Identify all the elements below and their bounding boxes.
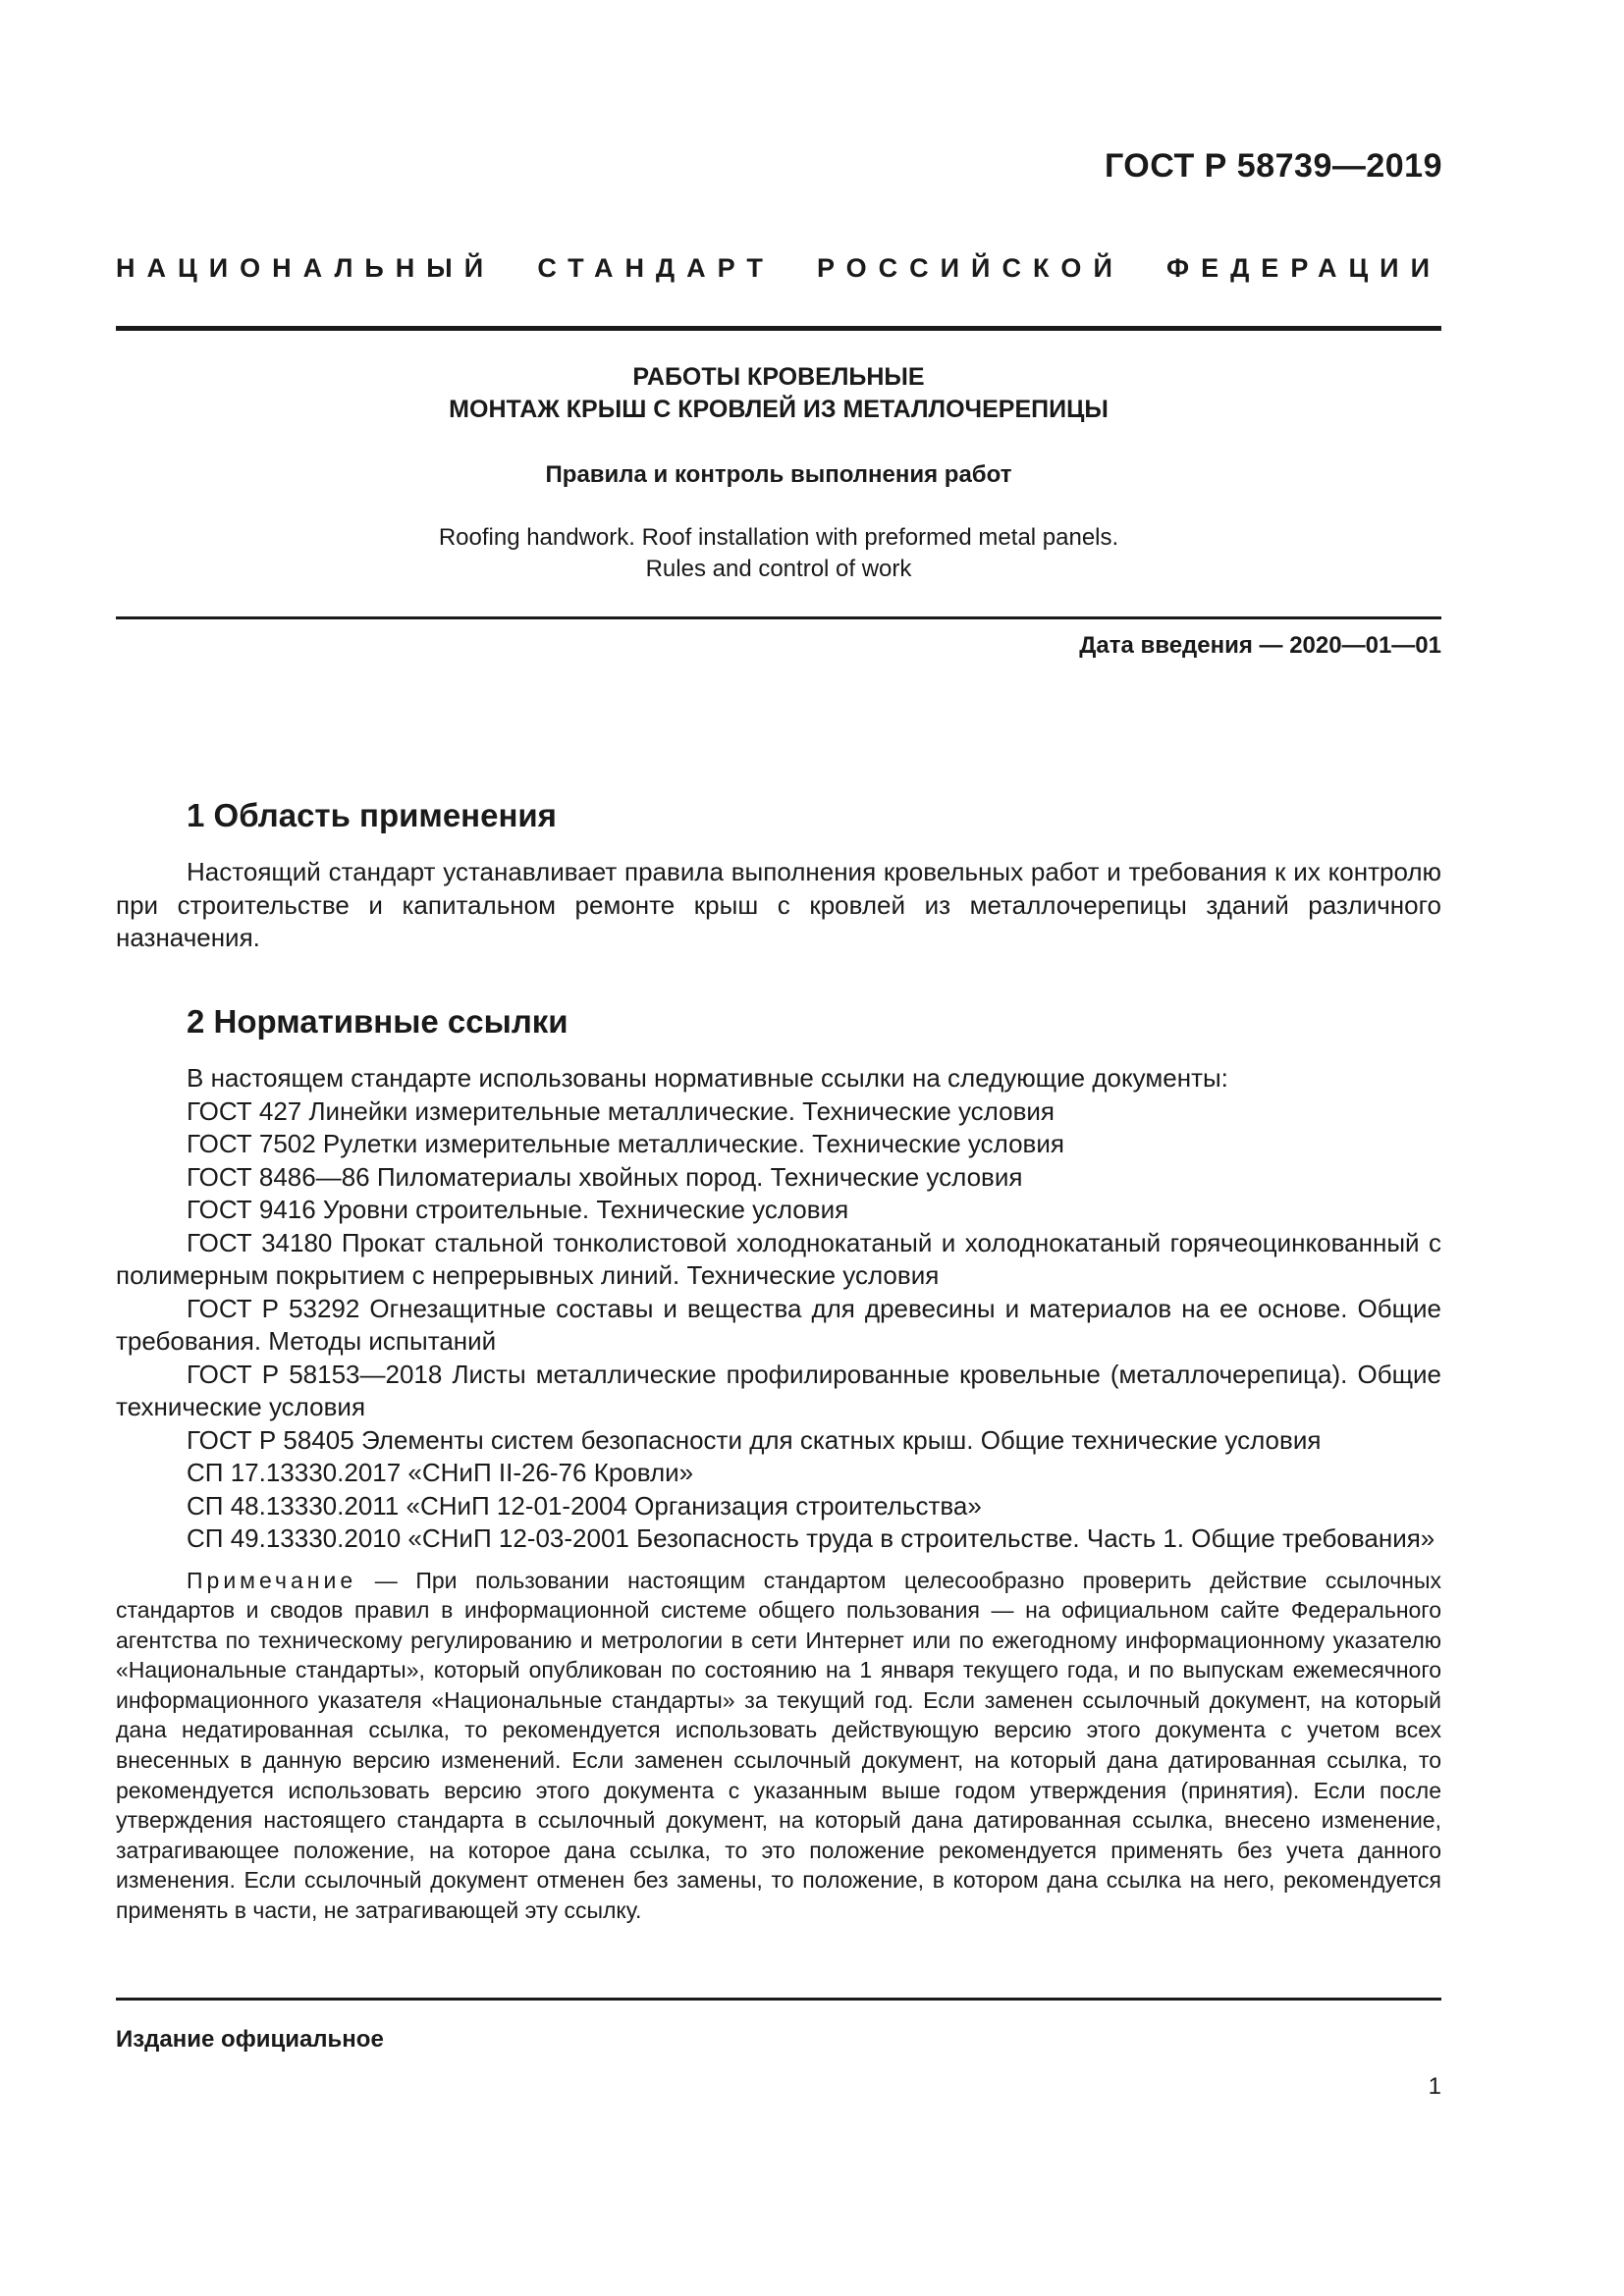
national-standard-caption: НАЦИОНАЛЬНЫЙ СТАНДАРТ РОССИЙСКОЙ ФЕДЕРАЦИИ: [116, 253, 1441, 283]
footer-divider: [116, 1998, 1441, 2001]
reference-item: ГОСТ Р 58405 Элементы систем безопасности для скатных крыш. Общие технические условия: [187, 1424, 1322, 1455]
reference-list: [116, 1095, 1441, 1556]
section-1-heading: 1 Область применения: [187, 797, 557, 833]
document-code: ГОСТ Р 58739—2019: [1104, 147, 1442, 185]
reference-item: ГОСТ 9416 Уровни строительные. Технические условия: [187, 1195, 849, 1224]
note-label: Примечание: [187, 1567, 357, 1593]
reference-item: ГОСТ 7502 Рулетки измерительные металлические. Технические условия: [187, 1129, 1064, 1158]
reference-item: ГОСТ Р 53292 Огнезащитные составы и вещества для древесины и материалов на ее основе. Общие требования. Методы испытаний: [116, 1293, 1441, 1356]
reference-item: СП 17.13330.2017 «СНиП II-26-76 Кровли»: [187, 1458, 694, 1487]
reference-item: ГОСТ Р 58153—2018 Листы металлические профилированные кровельные (металлочерепица). Общие технические условия: [116, 1359, 1441, 1421]
reference-item: СП 49.13330.2010 «СНиП 12-03-2001 Безопасность труда в строительстве. Часть 1. Общие требования»: [187, 1523, 1435, 1553]
title-divider: [116, 616, 1441, 619]
reference-item: ГОСТ 427 Линейки измерительные металлические. Технические условия: [187, 1095, 1055, 1126]
title-line-2: МОНТАЖ КРЫШ С КРОВЛЕЙ ИЗ МЕТАЛЛОЧЕРЕПИЦЫ: [449, 396, 1109, 423]
introduction-date: Дата введения — 2020—01—01: [1079, 632, 1441, 659]
section-1-text: Настоящий стандарт устанавливает правила выполнения кровельных работ и требования к их контролю при строительстве и капитальном ремонте крыш с кровлей из металлочерепицы зданий различного назначения.: [116, 857, 1441, 952]
section-2-intro: В настоящем стандарте использованы нормативные ссылки на следующие документы:: [187, 1063, 1228, 1093]
references-note: [116, 1566, 1441, 1926]
reference-item: ГОСТ 8486—86 Пиломатериалы хвойных пород. Технические условия: [187, 1161, 1023, 1192]
reference-item: СП 48.13330.2011 «СНиП 12-01-2004 Организация строительства»: [187, 1490, 982, 1521]
document-title: [116, 361, 1441, 426]
section-scope: [116, 797, 1441, 955]
english-title-line-2: Rules and control of work: [645, 556, 912, 582]
document-subtitle: Правила и контроль выполнения работ: [545, 461, 1012, 488]
english-title: [116, 522, 1441, 585]
english-title-line-1: Roofing handwork. Roof installation with preformed metal panels.: [438, 524, 1119, 551]
section-references: [116, 1003, 1441, 1926]
note-text: — При пользовании настоящим стандартом целесообразно проверить действие ссылочных стандартов и сводов правил в информационной системе общего пользования — на официальном сайте Федерального агентства по техническому регулированию и метрологии в сети Интернет или по ежегодному информационному указателю «Национальные стандарты», который опубликован по состоянию на 1 января текущего года, и по выпускам ежемесячного информационного указателя «Национальные стандарты» за текущий год. Если заменен ссылочный документ, на который дана недатированная ссылка, то рекомендуется использовать действующую версию этого документа с учетом всех внесенных в данную версию изменений. Если заменен ссылочный документ, на который дана датированная ссылка, то рекомендуется использовать версию этого документа с указанным выше годом утверждения (принятия). Если после утверждения настоящего стандарта в ссылочный документ, на который дана датированная ссылка, внесено изменение, затрагивающее положение, на которое дана ссылка, то это положение рекомендуется применять без учета данного изменения. Если ссылочный документ отменен без замены, то положение, в котором дана ссылка на него, рекомендуется применять в части, не затрагивающей эту ссылку.: [116, 1567, 1441, 1924]
section-2-heading: 2 Нормативные ссылки: [187, 1003, 568, 1040]
header-divider: [116, 326, 1441, 331]
page-number: 1: [1428, 2073, 1441, 2100]
title-line-1: РАБОТЫ КРОВЕЛЬНЫЕ: [632, 363, 925, 391]
reference-item: ГОСТ 34180 Прокат стальной тонколистовой холоднокатаный и холоднокатаный горячеоцинкованный с полимерным покрытием с непрерывных линий. Технические условия: [116, 1227, 1441, 1290]
official-edition-label: Издание официальное: [116, 2026, 384, 2053]
